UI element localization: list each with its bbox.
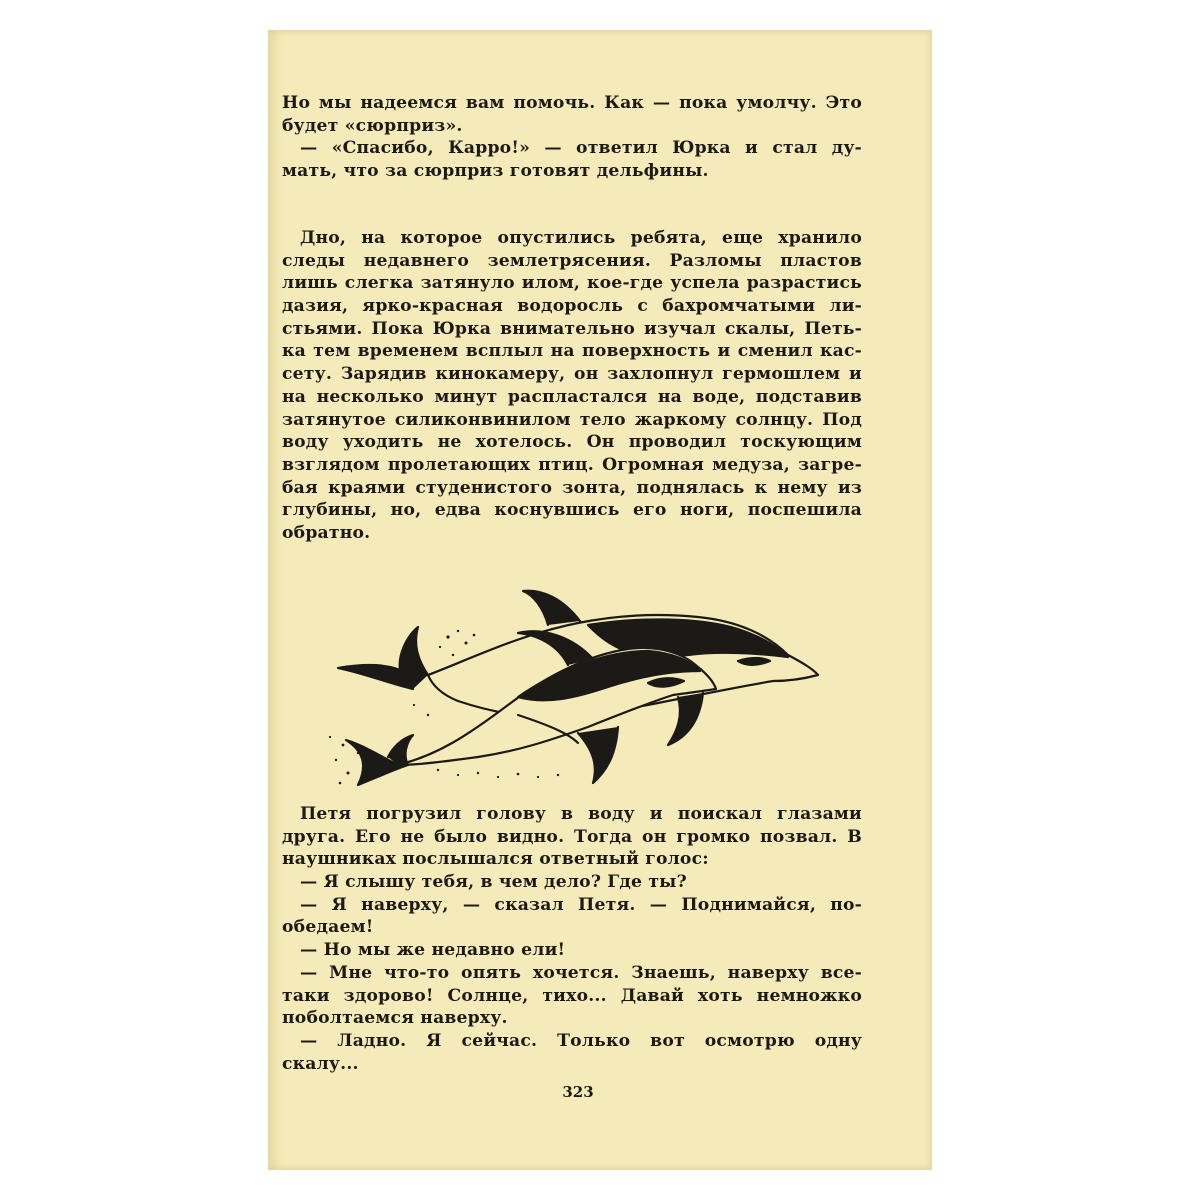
back-dolphin-dorsal-fin (523, 591, 580, 625)
text-line: — Я наверху, — сказал Петя. — Поднимайся, по- (300, 894, 862, 915)
text-line: глубины, но, едва коснувшись его ноги, поспешила (282, 500, 862, 521)
text-line: Петя погрузил голову в воду и поискал глазами (300, 804, 862, 824)
front-dolphin-tail (346, 735, 413, 785)
text-line: — Ладно. Я сейчас. Только вот осмотрю одну (300, 1030, 862, 1051)
text-line: следы недавнего землетрясения. Разломы пластов (282, 250, 862, 271)
text-line: мать, что за сюрприз готовят дельфины. (282, 161, 709, 182)
text-line: Дно, на которое опустились ребята, еще хранило (300, 228, 862, 248)
text-line: поболтаемся наверху. (282, 1008, 508, 1029)
text-line: воду уходить не хотелось. Он проводил тоскующим (282, 432, 862, 453)
text-line: обедаем! (282, 917, 374, 938)
text-line: на несколько минут распластался на воде, подставив (282, 386, 862, 407)
back-dolphin-tail (338, 627, 428, 689)
text-line: дазия, ярко-красная водоросль с бахромчатыми ли- (282, 296, 862, 317)
book-page (268, 30, 932, 1170)
dolphins-illustration-icon (318, 565, 828, 790)
text-line: — «Спасибо, Карро!» — ответил Юрка и стал ду- (300, 138, 862, 159)
text-block-seabed-paragraph (282, 227, 862, 545)
text-line: — Но мы же недавно ели! (300, 940, 566, 961)
page-number: 323 (562, 1083, 594, 1101)
text-line: сету. Зарядив кинокамеру, он захлопнул гермошлем и (282, 364, 862, 385)
text-block-dialogue-start (282, 92, 862, 183)
front-dolphin-pectoral-fin (578, 727, 618, 783)
text-line: взглядом пролетающих птиц. Огромная медуза, загре- (282, 454, 862, 475)
text-line: бая краями студенистого зонта, поднялась к нему из (282, 477, 862, 498)
text-line: — Мне что-то опять хочется. Знаешь, наверху все- (300, 962, 862, 983)
text-line: будет «сюрприз». (282, 115, 463, 136)
text-line: друга. Его не было видно. Тогда он громко позвал. В (282, 826, 862, 847)
text-line: лишь слегка затянуло илом, кое-где успела разрастись (282, 273, 862, 294)
text-line: ка тем временем всплыл на поверхность и сменил кас- (282, 341, 862, 362)
text-line: наушниках послышался ответный голос: (282, 849, 709, 870)
text-line: — Я слышу тебя, в чем дело? Где ты? (300, 872, 687, 893)
text-block-radio-dialogue (282, 803, 862, 1075)
text-line: таки здорово! Солнце, тихо... Давай хоть немножко (282, 985, 862, 1006)
text-line: затянутое силиконвинилом тело жаркому солнцу. Под (282, 409, 862, 430)
text-line: стьями. Пока Юрка внимательно изучал скалы, Петь- (282, 318, 862, 339)
back-dolphin-eye-patch (738, 658, 770, 665)
text-line: обратно. (282, 522, 371, 543)
text-line: скалу... (282, 1053, 359, 1074)
text-line: Но мы надеемся вам помочь. Как — пока умолчу. Это (282, 93, 862, 113)
